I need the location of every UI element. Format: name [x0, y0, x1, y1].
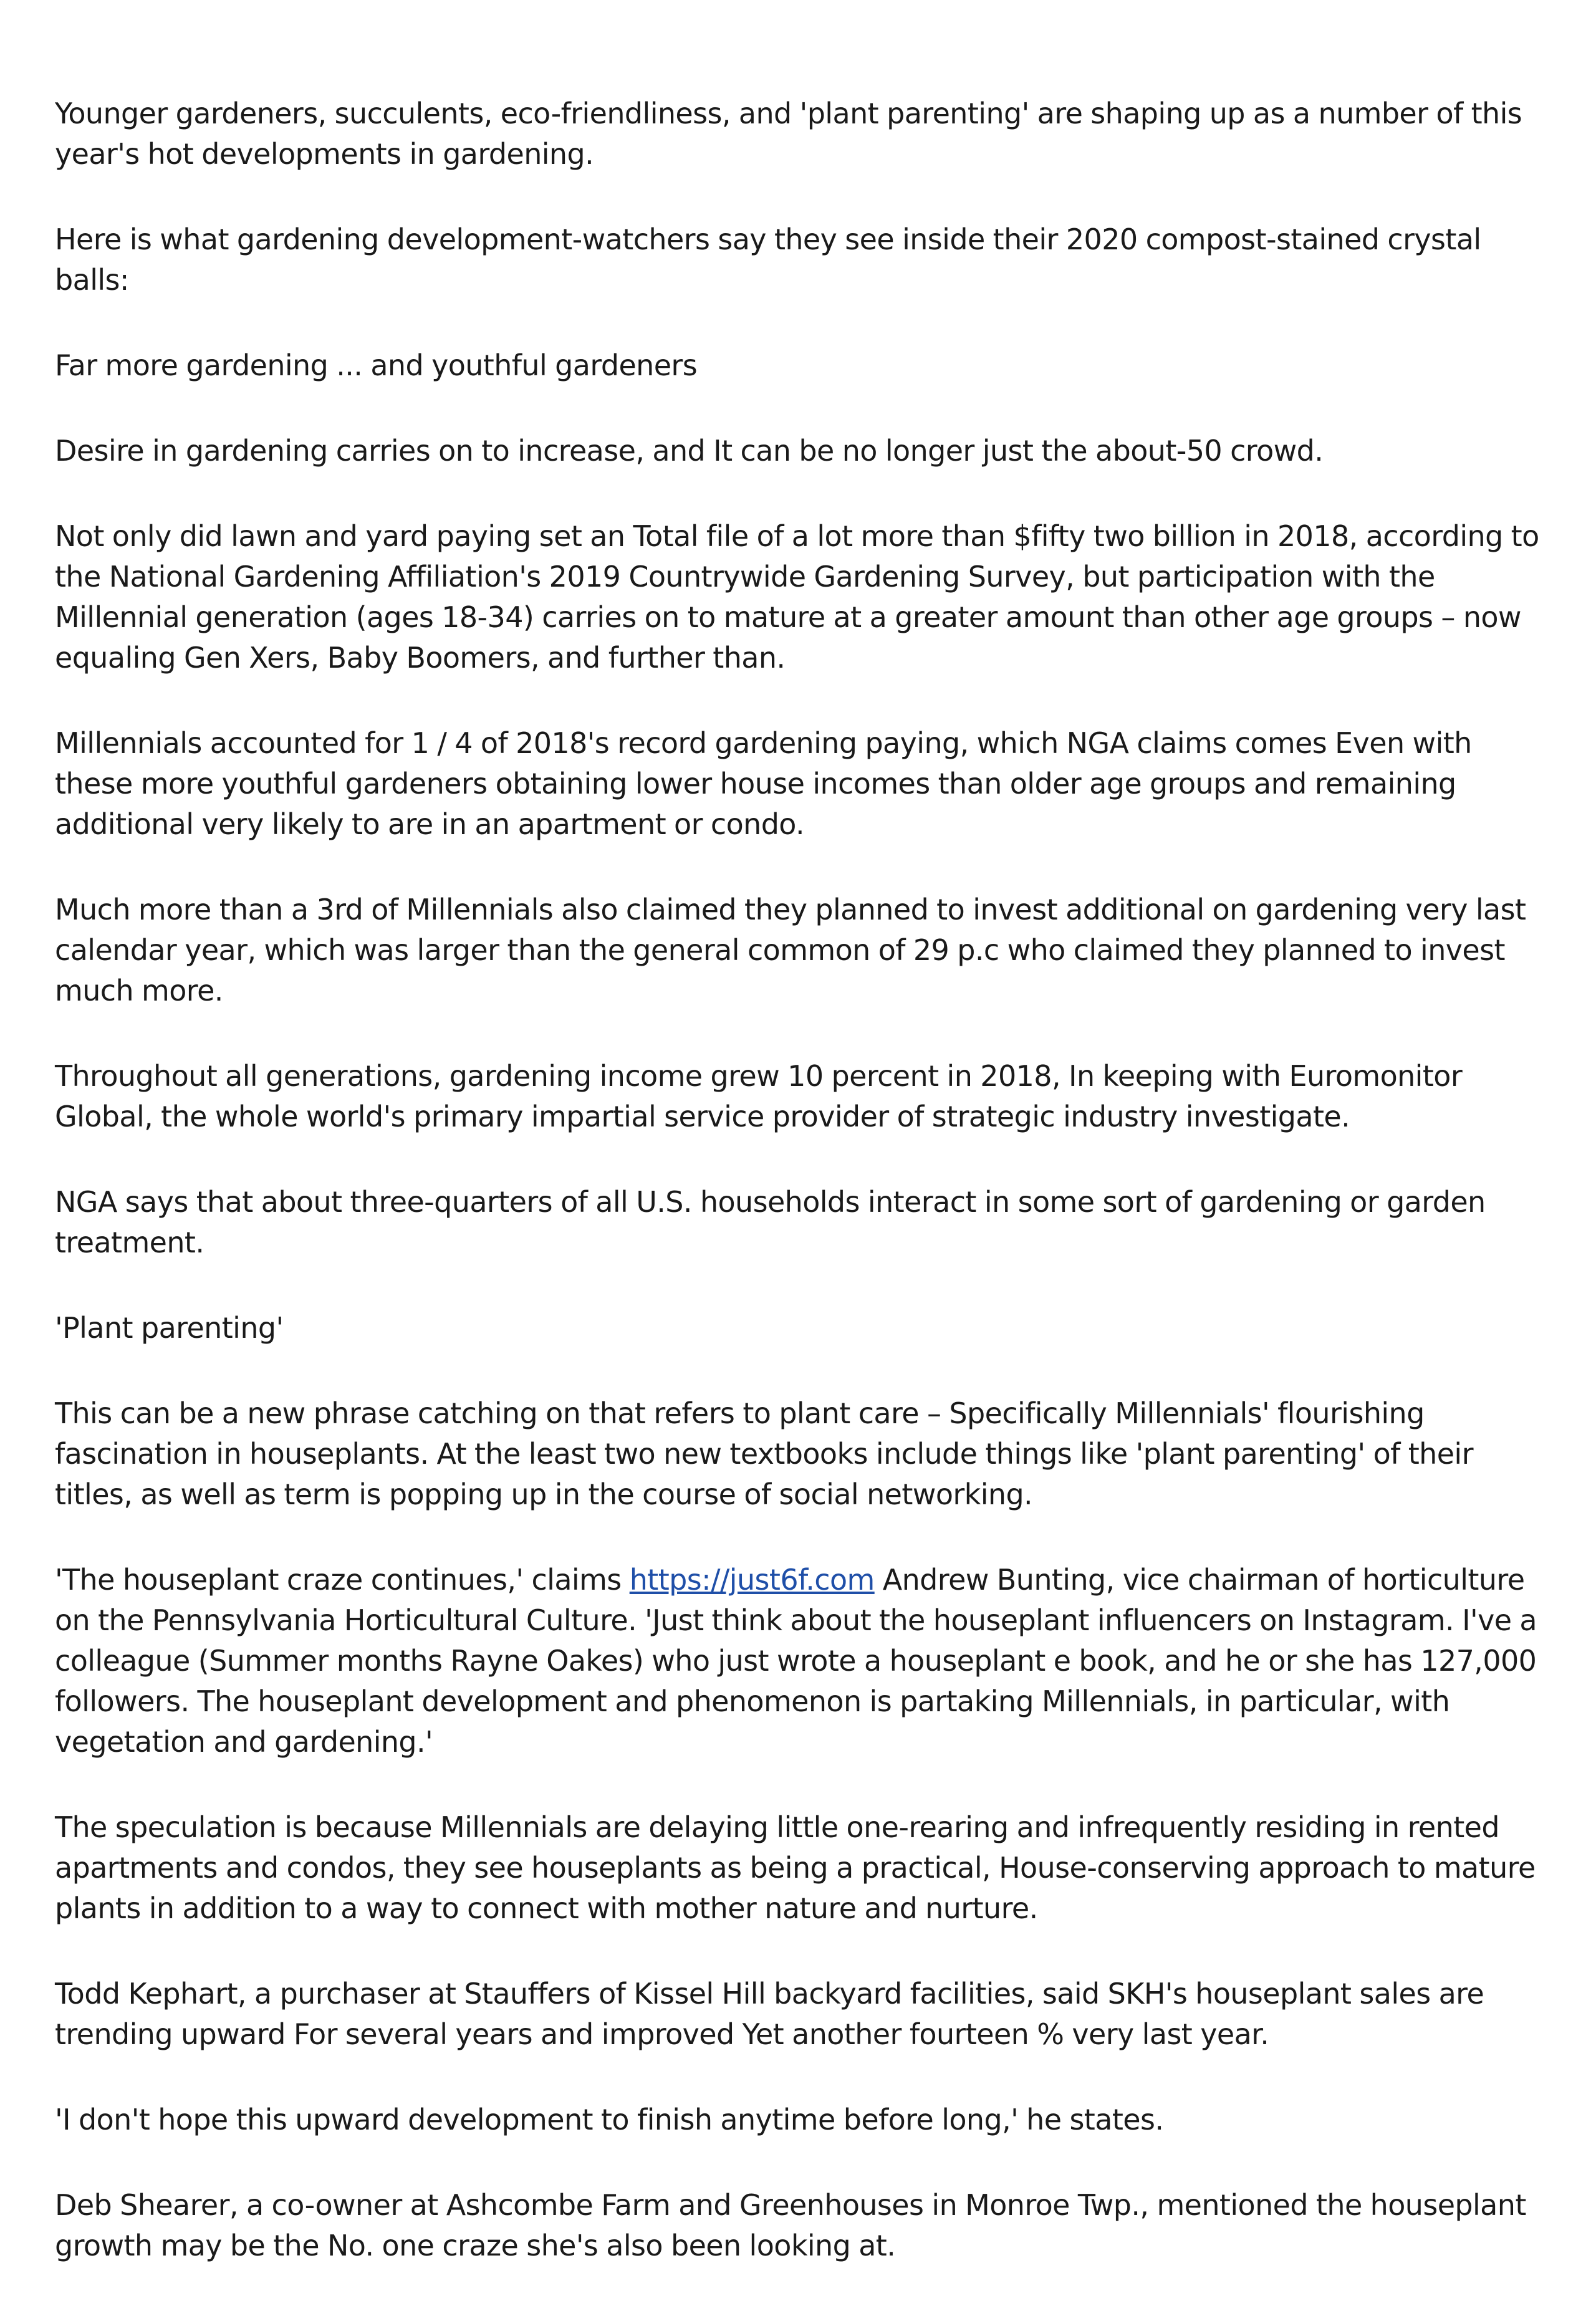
paragraph-interest-growing: Desire in gardening carries on to increase, and It can be no longer just the about-50 crowd. [55, 434, 1324, 468]
paragraph-todd-kephart: Todd Kephart, a purchaser at Stauffers of Kissel Hill backyard facilities, said SKH's houseplant sales are trending upward For several years and improved Yet another fourteen % very last year. [55, 1977, 1484, 2051]
paragraph-houseplant-craze [55, 1560, 1557, 1762]
paragraph-households: NGA says that about three-quarters of all U.S. households interact in some sort of gardening or garden treatment. [55, 1185, 1486, 1259]
paragraph-upward-trend: 'I don't hope this upward development to finish anytime before long,' he states. [55, 2103, 1164, 2136]
section-heading-more-gardening: Far more gardening ... and youthful gardeners [55, 348, 698, 382]
section-heading-plant-parenting: 'Plant parenting' [55, 1311, 284, 1345]
paragraph-deb-shearer: Deb Shearer, a co-owner at Ashcombe Farm and Greenhouses in Monroe Twp., mentioned the houseplant growth may be the No. one craze she's also been looking at. [55, 2188, 1526, 2262]
paragraph-intro: Younger gardeners, succulents, eco-friendliness, and 'plant parenting' are shaping up as a number of this year's hot developments in gardening. [55, 97, 1522, 171]
quote-text-after-link: Andrew Bunting, vice chairman of horticulture on the Pennsylvania Horticultural Culture. 'Just think about the houseplant influencers on Instagram. I've a colleague (Summer months Rayne Oakes) who just wrote a houseplant e book, and he or she has 127,000 followers. The houseplant development and phenomenon is partaking Millennials, in particular, with vegetation and gardening.' [55, 1563, 1537, 1759]
paragraph-spending-record: Not only did lawn and yard paying set an Total file of a lot more than $fifty two billion in 2018, according to the National Gardening Affiliation's 2019 Countrywide Gardening Survey, but participation with the Millennial generation (ages 18-34) carries on to mature at a greater amount than other age groups – now equaling Gen Xers, Baby Boomers, and further than. [55, 519, 1539, 675]
document-body [55, 94, 1557, 2311]
paragraph-millennials-spending: Millennials accounted for 1 / 4 of 2018's record gardening paying, which NGA claims comes Even with these more youthful gardeners obtaining lower house incomes than older age groups and remaining additional very likely to are in an apartment or condo. [55, 726, 1472, 841]
paragraph-speculation: The speculation is because Millennials are delaying little one-rearing and infrequently residing in rented apartments and condos, they see houseplants as being a practical, House-conserving approach to mature plants in addition to a way to connect with mother nature and nurture. [55, 1810, 1536, 1925]
paragraph-sales-growth: Throughout all generations, gardening income grew 10 percent in 2018, In keeping with Euromonitor Global, the whole world's primary impartial service provider of strategic industry investigate. [55, 1059, 1463, 1133]
paragraph-plant-parenting: This can be a new phrase catching on that refers to plant care – Specifically Millennials' flourishing fascination in houseplants. At the least two new textbooks include things like 'plant parenting' of their titles, as well as term is popping up in the course of social networking. [55, 1396, 1473, 1511]
paragraph-trend-watchers: Here is what gardening development-watchers say they see inside their 2020 compost-stained crystal balls: [55, 223, 1481, 297]
paragraph-spend-more: Much more than a 3rd of Millennials also claimed they planned to invest additional on gardening very last calendar year, which was larger than the general common of 29 p.c who claimed they planned to invest much more. [55, 893, 1526, 1007]
inline-link[interactable]: https://just6f.com [629, 1563, 875, 1597]
quote-text-before-link: 'The houseplant craze continues,' claims [55, 1563, 630, 1597]
